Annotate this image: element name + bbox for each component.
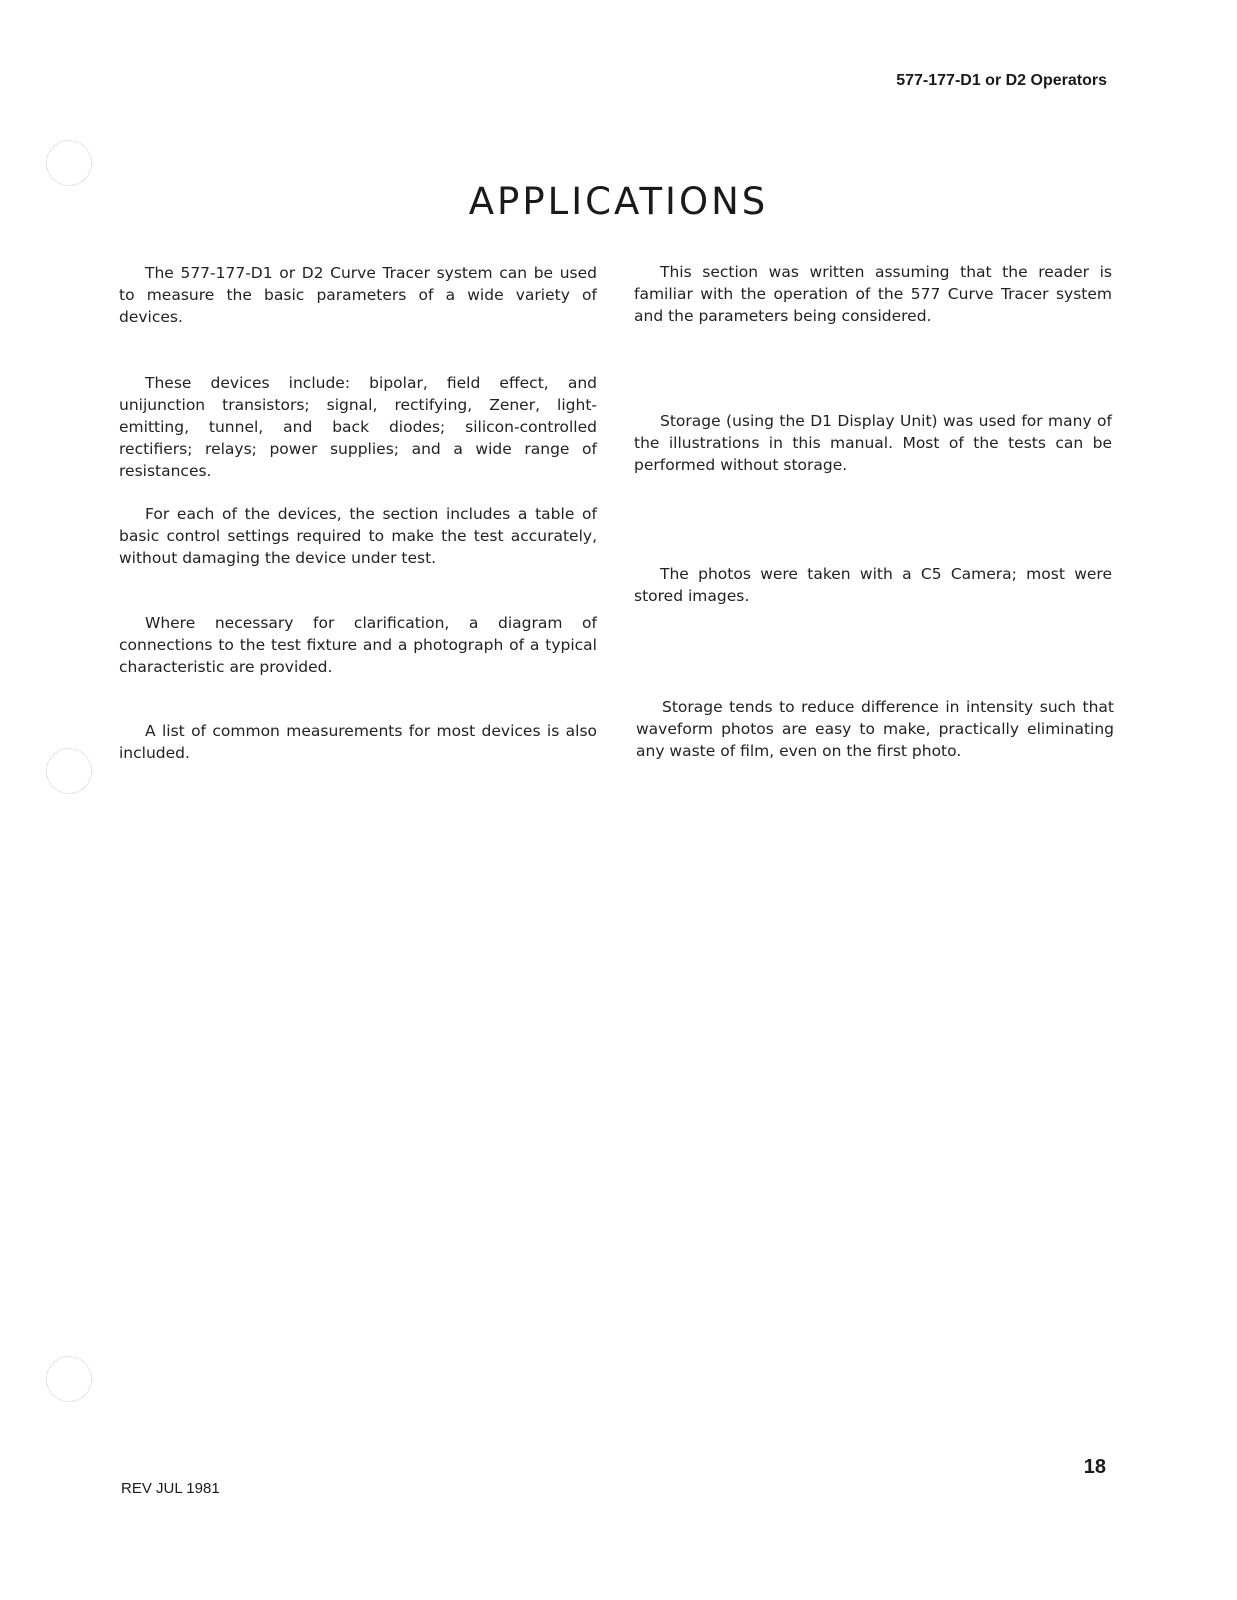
right-paragraph-2: Storage (using the D1 Display Unit) was used for many of the illustrations in this manual. Most of the tests can be performed without storage. xyxy=(634,412,1112,474)
left-paragraph-3: For each of the devices, the section includes a table of basic control settings required to make the test accurately, without damaging the device under test. xyxy=(119,505,597,567)
revision-date: REV JUL 1981 xyxy=(121,1480,220,1497)
page-number: 18 xyxy=(1083,1456,1106,1478)
punch-hole-bottom xyxy=(46,1356,92,1402)
punch-hole-middle xyxy=(46,748,92,794)
header-title: 577-177-D1 or D2 Operators xyxy=(896,72,1107,89)
left-paragraph-4: Where necessary for clarification, a diagram of connections to the test fixture and a photograph of a typical characteristic are provided. xyxy=(119,614,597,676)
page-heading: APPLICATIONS xyxy=(468,180,769,223)
left-paragraph-1: The 577-177-D1 or D2 Curve Tracer system can be used to measure the basic parameters of a wide variety of devices. xyxy=(119,264,597,326)
right-paragraph-1: This section was written assuming that the reader is familiar with the operation of the 577 Curve Tracer system and the parameters being considered. xyxy=(634,263,1112,325)
right-paragraph-3: The photos were taken with a C5 Camera; most were stored images. xyxy=(634,565,1112,605)
left-paragraph-5: A list of common measurements for most devices is also included. xyxy=(119,722,597,762)
left-paragraph-2: These devices include: bipolar, field effect, and unijunction transistors; signal, rectifying, Zener, light-emitting, tunnel, and back diodes; silicon-controlled rectifiers; relays; power supplies; and a wide range of resistances. xyxy=(119,374,597,480)
right-paragraph-4: Storage tends to reduce difference in intensity such that waveform photos are easy to make, practically eliminating any waste of film, even on the first photo. xyxy=(636,698,1114,760)
